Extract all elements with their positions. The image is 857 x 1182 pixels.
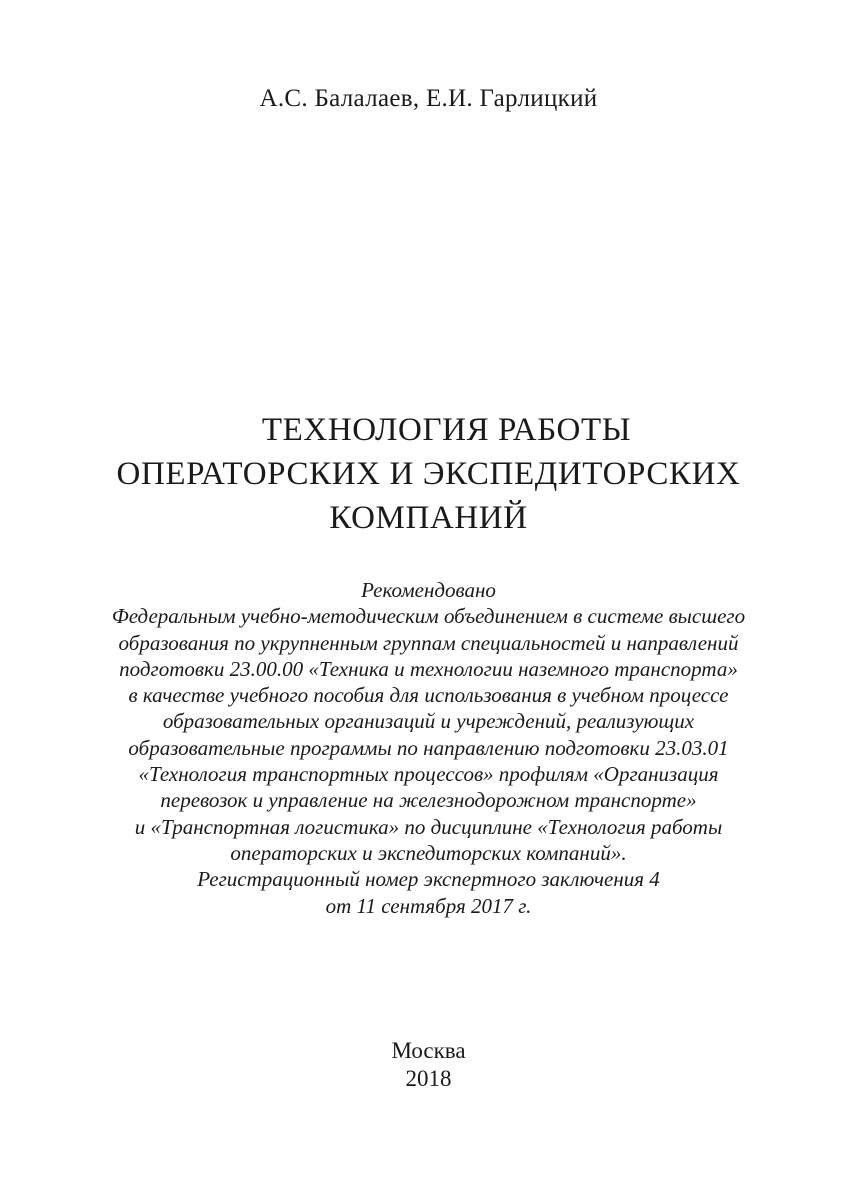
publication-city: Москва [391, 1038, 466, 1063]
publication-place-year [0, 1037, 857, 1093]
recommendation-line: Федеральным учебно-методическим объединением в системе высшего [111, 604, 746, 629]
title-line: ОПЕРАТОРСКИХ И ЭКСПЕДИТОРСКИХ [116, 456, 741, 492]
recommendation-line: образовательных организаций и учреждений, реализующих [162, 709, 695, 734]
title-line: КОМПАНИЙ [329, 500, 528, 536]
recommendation-block [40, 577, 817, 919]
recommendation-line: в качестве учебного пособия для использования в учебном процессе [128, 683, 729, 708]
recommendation-heading: Рекомендовано [361, 578, 496, 602]
recommendation-line: перевозок и управление на железнодорожном транспорте» [160, 788, 697, 813]
recommendation-line: Регистрационный номер экспертного заключения 4 [197, 867, 660, 892]
recommendation-line: и «Транспортная логистика» по дисциплине «Технология работы [134, 814, 723, 839]
title-line: ТЕХНОЛОГИЯ РАБОТЫ [261, 412, 632, 448]
recommendation-line: от 11 сентября 2017 г. [325, 893, 532, 918]
recommendation-line: образовательные программы по направлению подготовки 23.03.01 [128, 735, 729, 760]
book-title [60, 408, 797, 540]
publication-year: 2018 [405, 1066, 452, 1091]
recommendation-line: подготовки 23.00.00 «Техника и технологии наземного транспорта» [119, 656, 738, 681]
recommendation-line: операторских и экспедиторских компаний». [230, 840, 627, 865]
authors: А.С. Балалаев, Е.И. Гарлицкий [259, 85, 598, 112]
recommendation-line: «Технология транспортных процессов» профилям «Организация [138, 762, 719, 787]
recommendation-line: образования по укрупненным группам специальностей и направлений [118, 630, 739, 655]
